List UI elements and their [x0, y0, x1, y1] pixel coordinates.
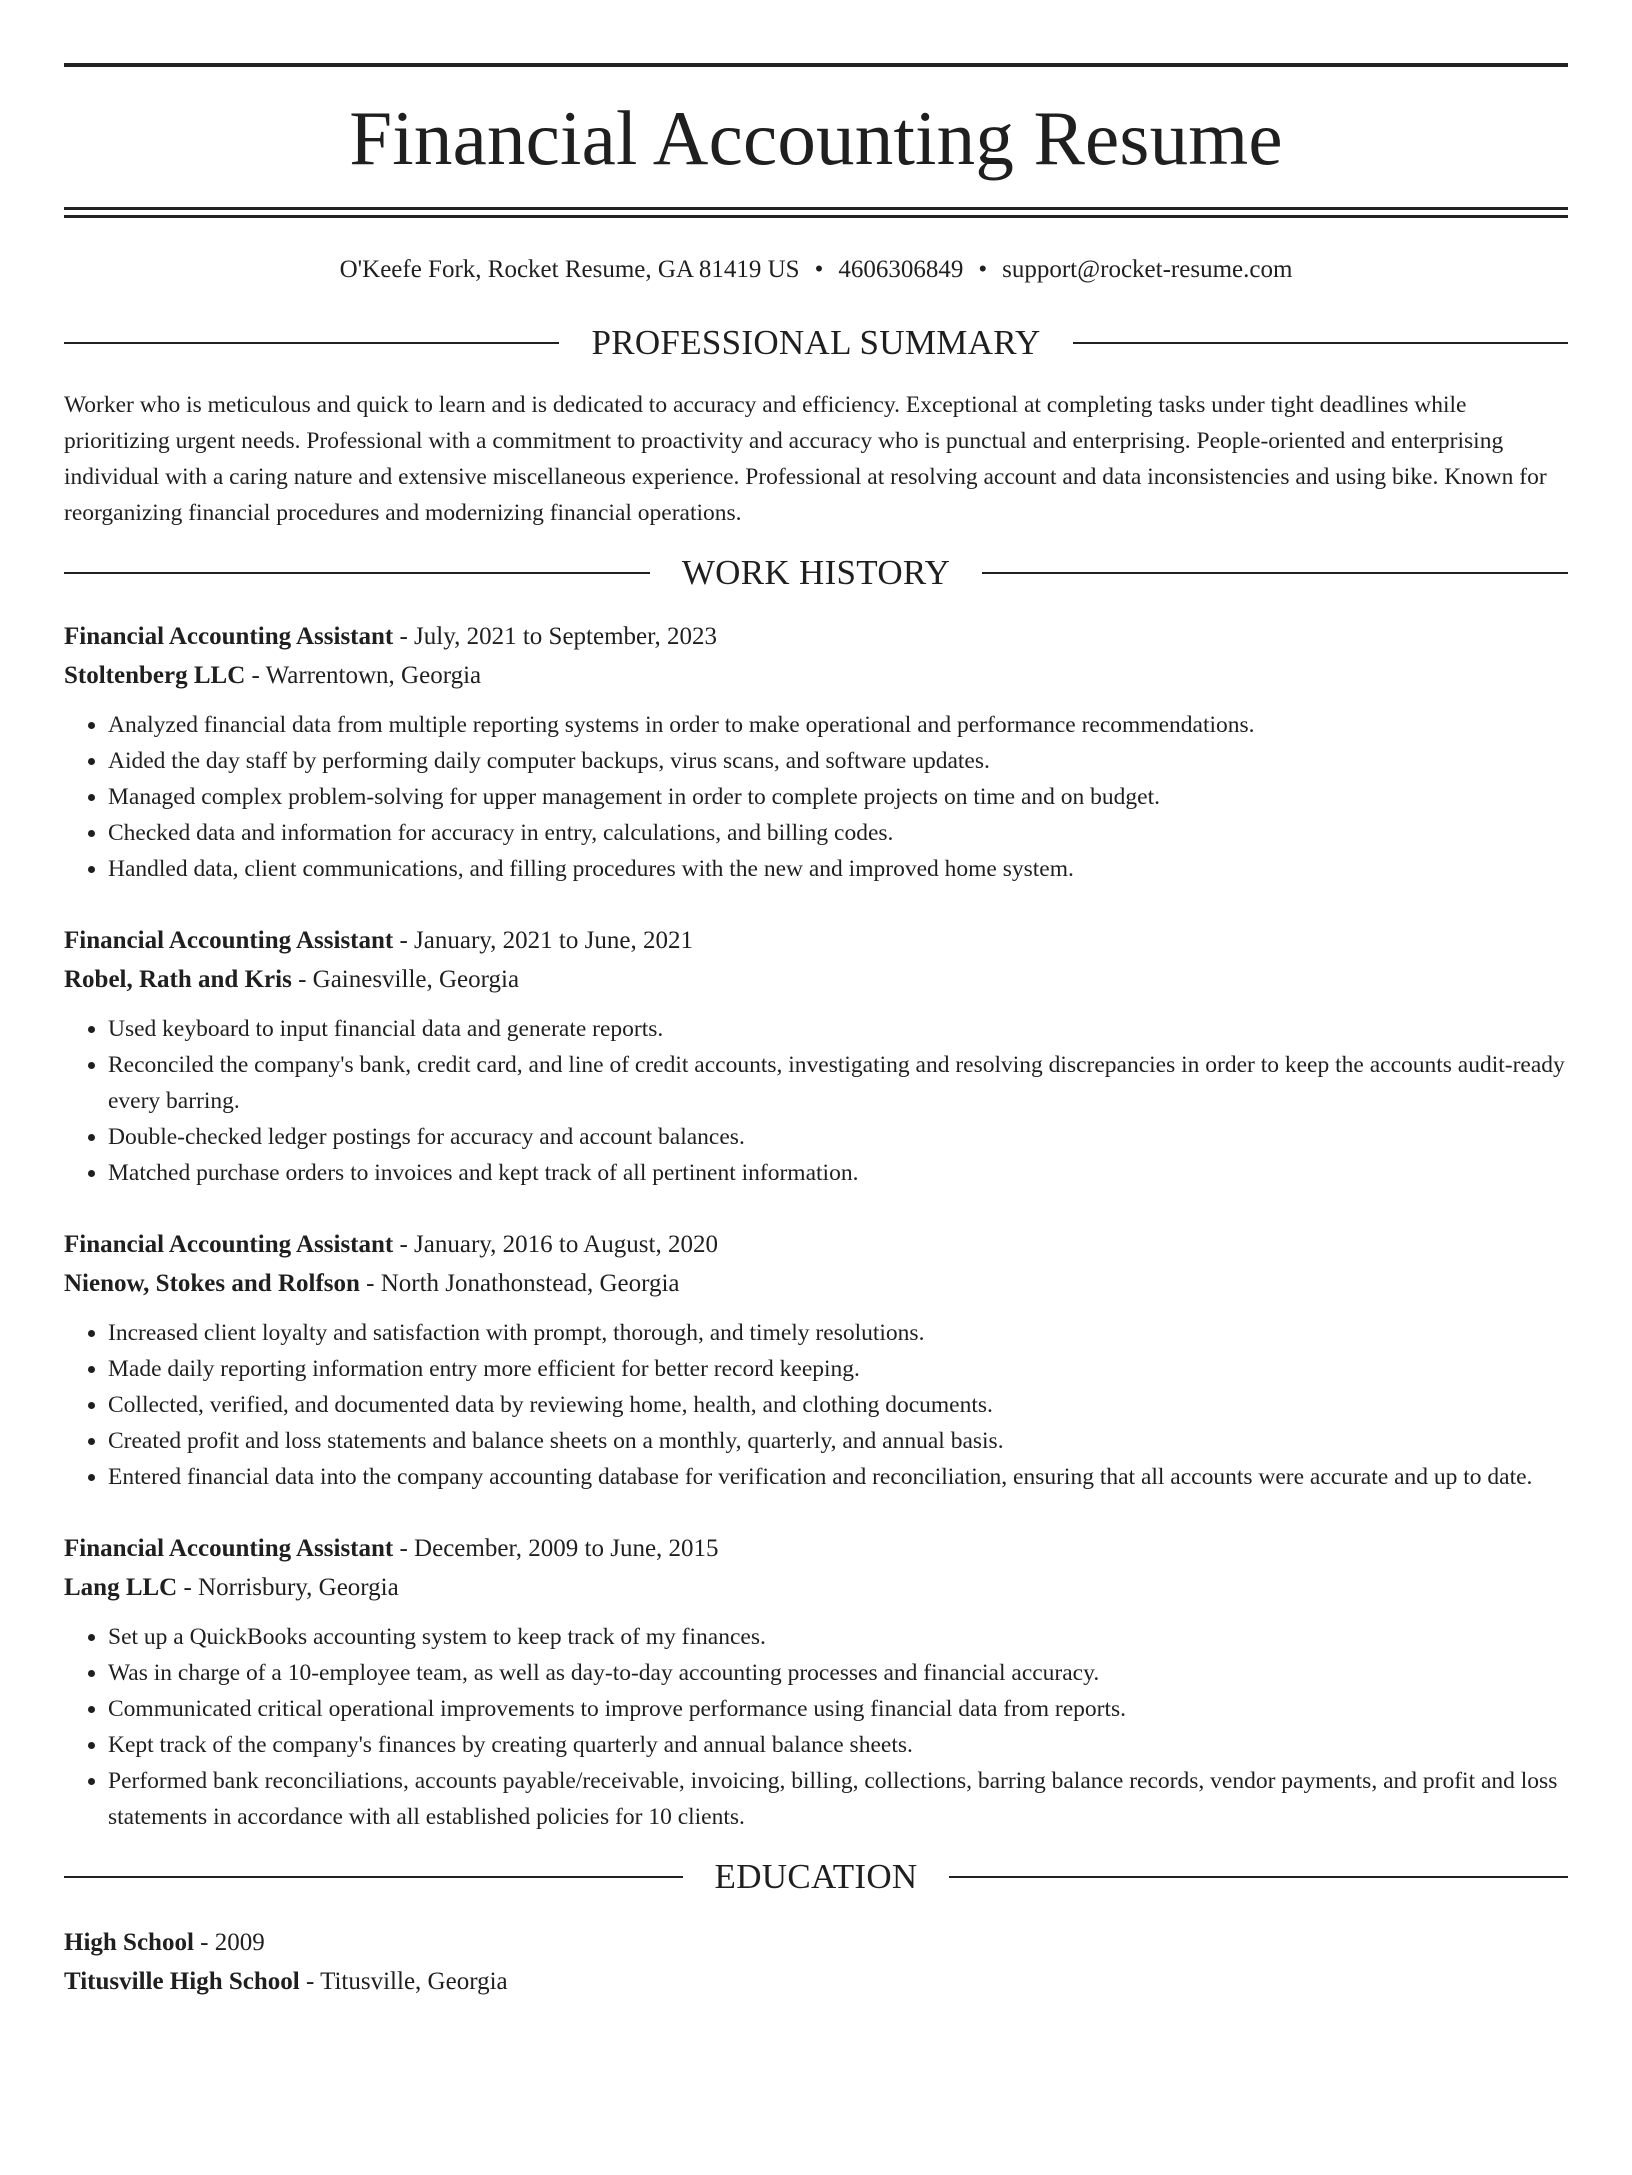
job-dates: - July, 2021 to September, 2023: [393, 623, 717, 650]
contact-email: support@rocket-resume.com: [1002, 256, 1293, 283]
job-bullet: • Set up a QuickBooks accounting system to keep track of my finances.: [108, 1619, 1568, 1655]
job-location: - Norrisbury, Georgia: [177, 1574, 399, 1601]
job-title-line: [64, 921, 1568, 960]
heading-rule-right: [1073, 342, 1568, 344]
contact-address: O'Keefe Fork, Rocket Resume, GA 81419 US: [339, 256, 800, 283]
resume-title: Financial Accounting Resume: [349, 95, 1283, 181]
job-bullet: • Performed bank reconciliations, accounts payable/receivable, invoicing, billing, collections, barring balance records, vendor payments, and profit and loss statements in accordance with all established policies for 10 clients.: [108, 1763, 1568, 1835]
section-title-summary: PROFESSIONAL SUMMARY: [591, 323, 1041, 362]
job-location: - North Jonathonstead, Georgia: [359, 1270, 680, 1297]
job-company-line: [64, 960, 1568, 999]
job-entry: [64, 617, 1568, 887]
job-location: - Warrentown, Georgia: [245, 662, 482, 689]
job-bullet: • Made daily reporting information entry more efficient for better record keeping.: [108, 1351, 1568, 1387]
job-bullets: [64, 1315, 1568, 1495]
job-dates: - January, 2016 to August, 2020: [393, 1231, 718, 1258]
job-bullet: • Handled data, client communications, and filling procedures with the new and improved home system.: [108, 851, 1568, 887]
job-company: Robel, Rath and Kris: [64, 966, 292, 993]
job-entry: [64, 1529, 1568, 1835]
job-company: Stoltenberg LLC: [64, 662, 246, 689]
job-bullet: • Collected, verified, and documented data by reviewing home, health, and clothing documents.: [108, 1387, 1568, 1423]
job-bullet: • Double-checked ledger postings for accuracy and account balances.: [108, 1119, 1568, 1155]
job-dates: - December, 2009 to June, 2015: [393, 1535, 719, 1562]
job-bullets: [64, 1011, 1568, 1191]
job-location: - Gainesville, Georgia: [291, 966, 520, 993]
job-bullet: • Analyzed financial data from multiple reporting systems in order to make operational and performance recommendations.: [108, 707, 1568, 743]
heading-rule-left: [64, 1876, 683, 1878]
job-title: Financial Accounting Assistant: [64, 1535, 394, 1562]
job-title-line: [64, 617, 1568, 656]
education-degree: High School: [64, 1929, 194, 1956]
education-year: - 2009: [193, 1929, 265, 1956]
job-bullet: • Used keyboard to input financial data and generate reports.: [108, 1011, 1568, 1047]
heading-rule-left: [64, 342, 559, 344]
contact-line: [64, 255, 1568, 285]
education-line-2: [64, 1962, 1568, 2001]
job-company-line: [64, 656, 1568, 695]
job-bullet: • Matched purchase orders to invoices and kept track of all pertinent information.: [108, 1155, 1568, 1191]
job-bullet: • Kept track of the company's finances by creating quarterly and annual balance sheets.: [108, 1727, 1568, 1763]
contact-separator: •: [978, 256, 988, 283]
job-company-line: [64, 1568, 1568, 1607]
job-bullet: • Was in charge of a 10-employee team, as well as day-to-day accounting processes and financial accuracy.: [108, 1655, 1568, 1691]
section-title-work: WORK HISTORY: [681, 553, 951, 592]
heading-rule-right: [949, 1876, 1568, 1878]
job-bullets: [64, 1619, 1568, 1835]
resume-page: [0, 63, 1632, 2175]
title-double-rule: [64, 207, 1568, 218]
job-company: Nienow, Stokes and Rolfson: [64, 1270, 360, 1297]
section-heading-summary: [64, 323, 1568, 363]
education-school: Titusville High School: [64, 1968, 300, 1995]
section-title-education: EDUCATION: [714, 1857, 918, 1896]
job-title-line: [64, 1225, 1568, 1264]
education-line-1: [64, 1923, 1568, 1962]
job-title-line: [64, 1529, 1568, 1568]
section-heading-work: [64, 553, 1568, 593]
job-bullet: • Checked data and information for accuracy in entry, calculations, and billing codes.: [108, 815, 1568, 851]
job-entry: [64, 921, 1568, 1191]
job-bullet: • Communicated critical operational improvements to improve performance using financial data from reports.: [108, 1691, 1568, 1727]
job-company: Lang LLC: [64, 1574, 178, 1601]
job-entry: [64, 1225, 1568, 1495]
summary-text: Worker who is meticulous and quick to learn and is dedicated to accuracy and efficiency. Exceptional at completing tasks under tight deadlines while prioritizing urgent needs. Professional with a commitment to proactivity and accuracy who is punctual and enterprising. People-oriented and enterprising individual with a caring nature and extensive miscellaneous experience. Professional at resolving account and data inconsistencies and using bike. Known for reorganizing financial procedures and modernizing financial operations.: [64, 392, 1547, 526]
heading-rule-left: [64, 572, 650, 574]
job-bullet: • Created profit and loss statements and balance sheets on a monthly, quarterly, and annual basis.: [108, 1423, 1568, 1459]
job-dates: - January, 2021 to June, 2021: [393, 927, 693, 954]
education-entry: [64, 1923, 1568, 2001]
job-bullet: • Managed complex problem-solving for upper management in order to complete projects on time and on budget.: [108, 779, 1568, 815]
heading-rule-right: [982, 572, 1568, 574]
job-company-line: [64, 1264, 1568, 1303]
section-heading-education: [64, 1857, 1568, 1897]
job-title: Financial Accounting Assistant: [64, 623, 394, 650]
contact-phone: 4606306849: [838, 256, 964, 283]
contact-separator: •: [814, 256, 824, 283]
education-location: - Titusville, Georgia: [299, 1968, 508, 1995]
job-bullet: • Increased client loyalty and satisfaction with prompt, thorough, and timely resolutions.: [108, 1315, 1568, 1351]
job-title: Financial Accounting Assistant: [64, 927, 394, 954]
job-bullet: • Aided the day staff by performing daily computer backups, virus scans, and software updates.: [108, 743, 1568, 779]
job-bullet: • Entered financial data into the company accounting database for verification and reconciliation, ensuring that all accounts were accurate and up to date.: [108, 1459, 1568, 1495]
job-bullets: [64, 707, 1568, 887]
job-title: Financial Accounting Assistant: [64, 1231, 394, 1258]
job-bullet: • Reconciled the company's bank, credit card, and line of credit accounts, investigating and resolving discrepancies in order to keep the accounts audit-ready every barring.: [108, 1047, 1568, 1119]
work-history-list: [64, 617, 1568, 1835]
